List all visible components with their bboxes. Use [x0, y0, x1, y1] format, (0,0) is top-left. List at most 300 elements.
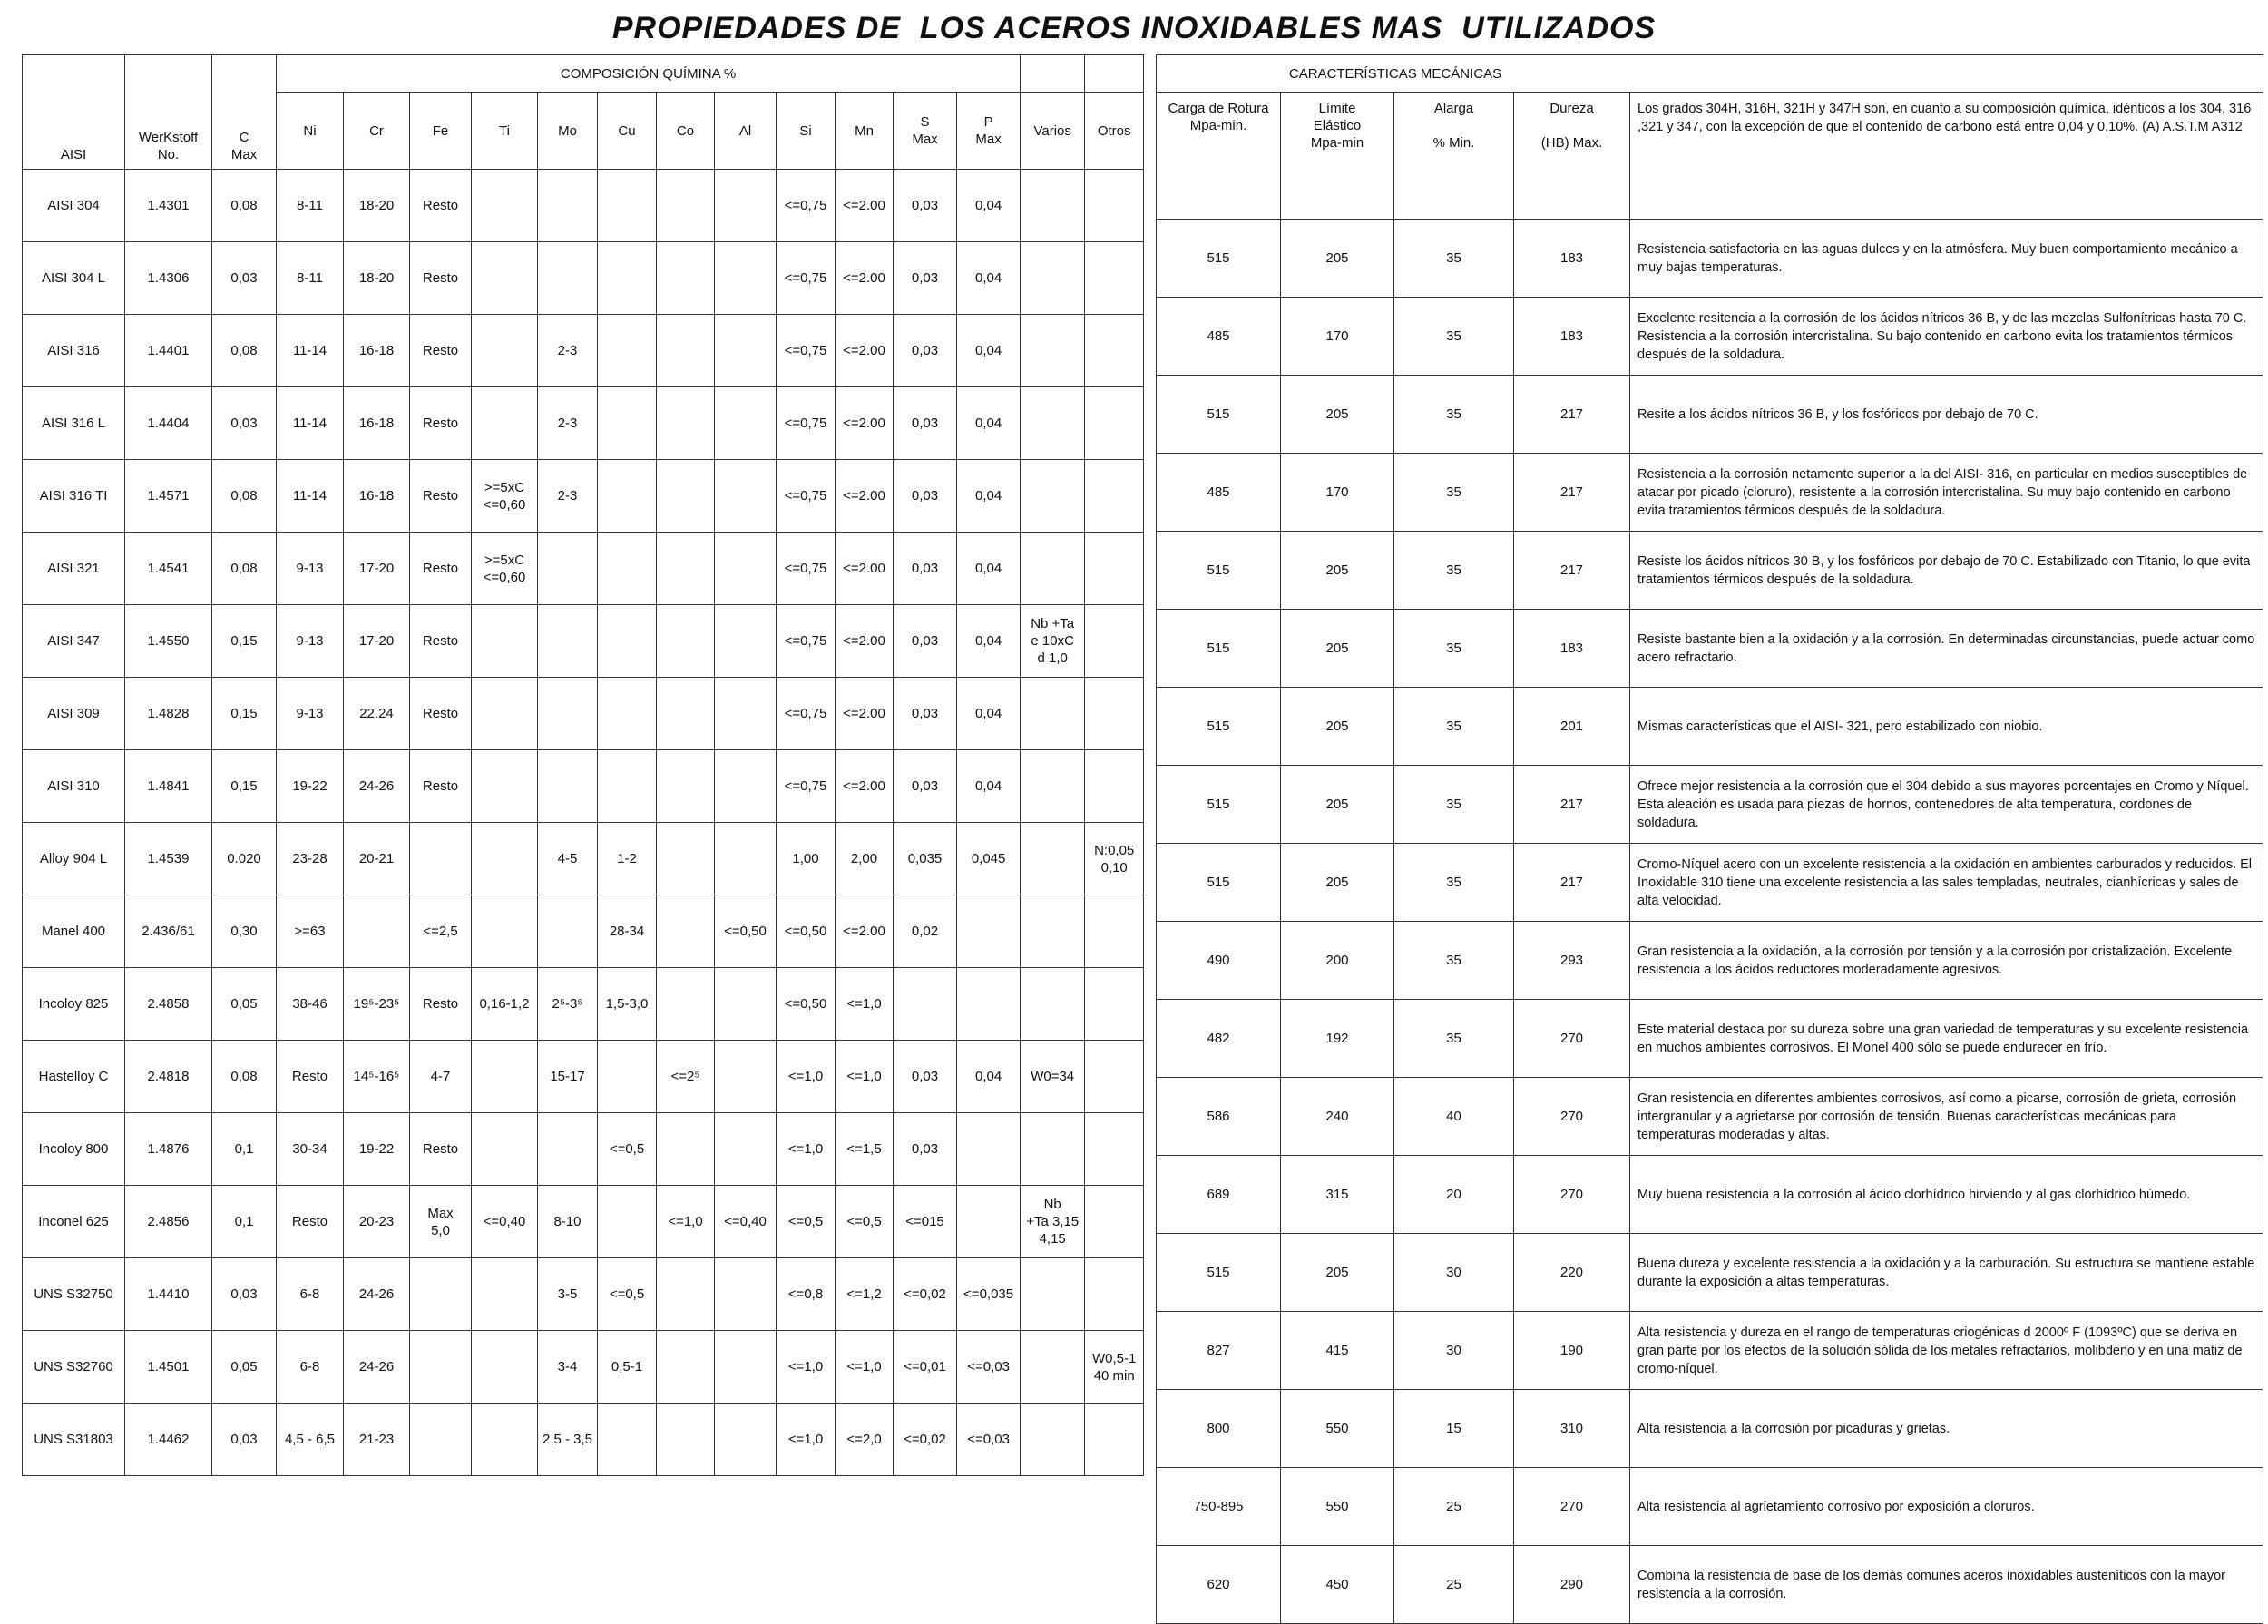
table-cell: 18-20: [344, 242, 410, 315]
description-cell: Alta resistencia y dureza en el rango de temperaturas criogénicas d 2000º F (1093ºC) que se deriva en gran parte por los efectos de la solución sólida de los metales refractarios, molibdeno y en una matiz de cromo-níquel.: [1630, 1312, 2263, 1390]
table-cell: [472, 1331, 538, 1404]
table-cell: 18-20: [344, 170, 410, 242]
table-cell: 6-8: [277, 1331, 344, 1404]
mechanical-value-cell: 482: [1157, 1000, 1281, 1078]
table-cell: <=0,50: [715, 895, 777, 968]
table-cell: 11-14: [277, 387, 344, 460]
table-cell: Resto: [410, 533, 472, 605]
table-cell: 1.4301: [125, 170, 212, 242]
mechanical-value-cell: 205: [1281, 220, 1394, 298]
table-cell: [1021, 1258, 1085, 1331]
table-cell: [598, 678, 657, 750]
table-cell: [472, 1113, 538, 1186]
table-cell: <=2.00: [836, 460, 894, 533]
table-cell: [657, 170, 715, 242]
table-cell: [715, 533, 777, 605]
description-cell: Mismas características que el AISI- 321, pero estabilizado con niobio.: [1630, 688, 2263, 766]
table-row: [23, 315, 1144, 387]
table-cell: 0,08: [212, 460, 277, 533]
table-cell: [538, 242, 598, 315]
table-row: [23, 533, 1144, 605]
col-header-c-max: C Max: [212, 55, 277, 170]
table-row: [1157, 610, 2263, 688]
mechanical-value-cell: 515: [1157, 376, 1281, 454]
col-header-fe: Fe: [410, 93, 472, 170]
table-row: [1157, 922, 2263, 1000]
table-cell: [1085, 968, 1144, 1041]
table-cell: [1021, 968, 1085, 1041]
table-row: [1157, 532, 2263, 610]
table-cell: [657, 1331, 715, 1404]
table-row: [23, 605, 1144, 678]
mechanical-value-cell: 35: [1394, 220, 1514, 298]
table-cell: 0,08: [212, 315, 277, 387]
col-header-s-max: S Max: [894, 93, 957, 170]
table-cell: 8-10: [538, 1186, 598, 1258]
mechanical-value-cell: 183: [1514, 298, 1630, 376]
table-cell: 0,03: [894, 1113, 957, 1186]
steel-grade-cell: UNS S32760: [23, 1331, 125, 1404]
table-cell: 0,04: [957, 533, 1021, 605]
mechanical-value-cell: 450: [1281, 1546, 1394, 1624]
table-cell: 22.24: [344, 678, 410, 750]
table-cell: <=2,0: [836, 1404, 894, 1476]
table-cell: 0,03: [894, 242, 957, 315]
table-cell: 0,03: [894, 170, 957, 242]
table-row: [23, 387, 1144, 460]
col-header-mo: Mo: [538, 93, 598, 170]
table-cell: 38-46: [277, 968, 344, 1041]
table-cell: <=2⁵: [657, 1041, 715, 1113]
table-cell: >=63: [277, 895, 344, 968]
table-cell: <=0,5: [598, 1258, 657, 1331]
table-cell: [598, 1041, 657, 1113]
table-cell: 6-8: [277, 1258, 344, 1331]
table-cell: 2,5 - 3,5: [538, 1404, 598, 1476]
table-cell: [472, 823, 538, 895]
col-header-cu: Cu: [598, 93, 657, 170]
col-header-p-max: P Max: [957, 93, 1021, 170]
table-cell: [538, 605, 598, 678]
table-cell: Resto: [410, 387, 472, 460]
table-cell: [957, 968, 1021, 1041]
table-cell: 0,03: [894, 315, 957, 387]
mechanical-value-cell: 217: [1514, 532, 1630, 610]
mechanical-value-cell: 35: [1394, 376, 1514, 454]
col-header-aisi: AISI: [23, 55, 125, 170]
table-cell: [1085, 170, 1144, 242]
table-cell: 24-26: [344, 750, 410, 823]
table-cell: 20-21: [344, 823, 410, 895]
table-row: [23, 678, 1144, 750]
table-cell: 0,03: [212, 1404, 277, 1476]
description-cell: Este material destaca por su dureza sobre una gran variedad de temperaturas y su excelente resistencia en muchos ambientes corrosivos. El Monel 400 sólo se puede endurecer en frío.: [1630, 1000, 2263, 1078]
mechanical-value-cell: 515: [1157, 844, 1281, 922]
table-cell: 4-7: [410, 1041, 472, 1113]
mechanical-value-cell: 192: [1281, 1000, 1394, 1078]
table-cell: [472, 170, 538, 242]
mechanical-value-cell: 35: [1394, 922, 1514, 1000]
table-row: [23, 750, 1144, 823]
table-cell: [598, 170, 657, 242]
table-cell: Resto: [410, 170, 472, 242]
mechanical-value-cell: 689: [1157, 1156, 1281, 1234]
mechanical-value-cell: 550: [1281, 1390, 1394, 1468]
header-note: Los grados 304H, 316H, 321H y 347H son, en cuanto a su composición química, idénticos a los 304, 316 ,321 y 347, con la excepción de que el contenido de carbono está entre 0,04 y 0,10%. (A) A.S.T.M A312: [1630, 93, 2263, 220]
mechanical-value-cell: 293: [1514, 922, 1630, 1000]
table-cell: 0,04: [957, 242, 1021, 315]
table-row: [23, 242, 1144, 315]
table-cell: <=0,035: [957, 1258, 1021, 1331]
mechanical-header-label: CARACTERÍSTICAS MECÁNICAS: [1288, 65, 1502, 82]
table-cell: 20-23: [344, 1186, 410, 1258]
table-cell: [472, 895, 538, 968]
table-cell: 2-3: [538, 460, 598, 533]
table-cell: [410, 1331, 472, 1404]
mechanical-value-cell: 170: [1281, 298, 1394, 376]
mechanical-value-cell: 200: [1281, 922, 1394, 1000]
steel-grade-cell: Incoloy 825: [23, 968, 125, 1041]
table-cell: <=1,0: [777, 1113, 836, 1186]
composition-header: COMPOSICIÓN QUÍMINA %: [277, 55, 1021, 93]
table-cell: <=2.00: [836, 387, 894, 460]
col-header-ti: Ti: [472, 93, 538, 170]
table-cell: Resto: [410, 460, 472, 533]
table-cell: [715, 315, 777, 387]
col-header-ni: Ni: [277, 93, 344, 170]
table-cell: 0,03: [894, 460, 957, 533]
table-cell: [1021, 242, 1085, 315]
table-cell: <=0,75: [777, 387, 836, 460]
table-cell: Resto: [410, 1113, 472, 1186]
table-cell: 0,1: [212, 1186, 277, 1258]
steel-grade-cell: AISI 309: [23, 678, 125, 750]
table-cell: [598, 242, 657, 315]
table-cell: [1085, 1186, 1144, 1258]
table-cell: <=0,03: [957, 1331, 1021, 1404]
table-cell: [1085, 1113, 1144, 1186]
table-cell: >=5xC <=0,60: [472, 533, 538, 605]
col-header-varios: Varios: [1021, 93, 1085, 170]
table-cell: <=2.00: [836, 605, 894, 678]
table-cell: 19-22: [344, 1113, 410, 1186]
table-cell: 0,04: [957, 170, 1021, 242]
mechanical-value-cell: 25: [1394, 1468, 1514, 1546]
mechanical-value-cell: 35: [1394, 298, 1514, 376]
table-cell: 1,00: [777, 823, 836, 895]
table-cell: <=0,02: [894, 1258, 957, 1331]
table-cell: [1085, 1258, 1144, 1331]
table-cell: 0,04: [957, 315, 1021, 387]
table-cell: <=2.00: [836, 170, 894, 242]
table-cell: <=2.00: [836, 315, 894, 387]
table-row: [23, 1186, 1144, 1258]
table-cell: <=0,75: [777, 605, 836, 678]
description-cell: Muy buena resistencia a la corrosión al ácido clorhídrico hirviendo y al gas clorhídrico húmedo.: [1630, 1156, 2263, 1234]
mechanical-value-cell: 217: [1514, 376, 1630, 454]
table-cell: 0,08: [212, 1041, 277, 1113]
table-cell: [657, 387, 715, 460]
table-cell: 0,15: [212, 678, 277, 750]
table-cell: [344, 895, 410, 968]
table-cell: Resto: [277, 1041, 344, 1113]
table-row: [23, 1331, 1144, 1404]
table-row: [23, 1113, 1144, 1186]
table-cell: [715, 1041, 777, 1113]
table-cell: [1021, 387, 1085, 460]
description-cell: Gran resistencia a la oxidación, a la corrosión por tensión y a la corrosión por cristalización. Excelente resistencia a los ácidos reductores moderadamente agresivos.: [1630, 922, 2263, 1000]
table-cell: 0,03: [894, 1041, 957, 1113]
table-cell: <=0,5: [777, 1186, 836, 1258]
table-cell: 1.4501: [125, 1331, 212, 1404]
mechanical-value-cell: 205: [1281, 844, 1394, 922]
table-cell: [657, 533, 715, 605]
mechanical-value-cell: 290: [1514, 1546, 1630, 1624]
table-cell: 1.4550: [125, 605, 212, 678]
table-cell: 0,15: [212, 605, 277, 678]
table-cell: 8-11: [277, 242, 344, 315]
table-cell: [715, 170, 777, 242]
table-cell: 0,05: [212, 968, 277, 1041]
table-cell: 4-5: [538, 823, 598, 895]
mechanical-value-cell: 25: [1394, 1546, 1514, 1624]
table-cell: [1085, 460, 1144, 533]
col-header-alarga: Alarga % Min.: [1394, 93, 1514, 220]
table-cell: 1.4404: [125, 387, 212, 460]
table-cell: [1021, 1113, 1085, 1186]
table-cell: 2.436/61: [125, 895, 212, 968]
table-cell: [598, 460, 657, 533]
steel-grade-cell: Manel 400: [23, 895, 125, 968]
table-cell: [1021, 1404, 1085, 1476]
steel-grade-cell: UNS S32750: [23, 1258, 125, 1331]
mechanical-value-cell: 35: [1394, 688, 1514, 766]
mechanical-value-cell: 35: [1394, 532, 1514, 610]
mechanical-value-cell: 750-895: [1157, 1468, 1281, 1546]
table-cell: [472, 605, 538, 678]
mechanical-value-cell: 30: [1394, 1312, 1514, 1390]
table-cell: <=1,5: [836, 1113, 894, 1186]
table-cell: [538, 750, 598, 823]
table-cell: <=0,75: [777, 170, 836, 242]
table-cell: 0,035: [894, 823, 957, 895]
mechanical-value-cell: 490: [1157, 922, 1281, 1000]
table-cell: 0,02: [894, 895, 957, 968]
table-cell: [715, 678, 777, 750]
table-cell: 0,03: [894, 678, 957, 750]
table-cell: 9-13: [277, 605, 344, 678]
table-cell: 3-5: [538, 1258, 598, 1331]
table-cell: 24-26: [344, 1258, 410, 1331]
table-cell: 0,045: [957, 823, 1021, 895]
table-cell: [538, 533, 598, 605]
table-cell: 2⁵-3⁵: [538, 968, 598, 1041]
table-cell: [657, 605, 715, 678]
table-cell: [957, 1113, 1021, 1186]
steel-grade-cell: Alloy 904 L: [23, 823, 125, 895]
table-cell: 0,04: [957, 1041, 1021, 1113]
table-cell: [472, 678, 538, 750]
header-spacer: [1085, 55, 1144, 93]
table-cell: [657, 895, 715, 968]
table-cell: 16-18: [344, 315, 410, 387]
table-cell: [410, 1258, 472, 1331]
table-cell: <=2.00: [836, 750, 894, 823]
table-cell: [410, 1404, 472, 1476]
table-row: [1157, 1312, 2263, 1390]
table-cell: 1.4841: [125, 750, 212, 823]
table-cell: >=5xC <=0,60: [472, 460, 538, 533]
mechanical-value-cell: 20: [1394, 1156, 1514, 1234]
table-cell: [538, 895, 598, 968]
mechanical-value-cell: 515: [1157, 688, 1281, 766]
table-cell: 0,05: [212, 1331, 277, 1404]
table-cell: [657, 678, 715, 750]
description-cell: Resiste bastante bien a la oxidación y a la corrosión. En determinadas circunstancias, puede actuar como acero refractario.: [1630, 610, 2263, 688]
table-row: [1157, 844, 2263, 922]
table-cell: 24-26: [344, 1331, 410, 1404]
description-cell: Alta resistencia al agrietamiento corrosivo por exposición a cloruros.: [1630, 1468, 2263, 1546]
table-cell: Resto: [410, 968, 472, 1041]
mechanical-value-cell: 240: [1281, 1078, 1394, 1156]
table-cell: [472, 387, 538, 460]
mechanical-value-cell: 190: [1514, 1312, 1630, 1390]
mechanical-value-cell: 183: [1514, 610, 1630, 688]
table-cell: 1.4539: [125, 823, 212, 895]
table-cell: Resto: [410, 750, 472, 823]
mechanical-value-cell: 40: [1394, 1078, 1514, 1156]
table-cell: <=0,5: [598, 1113, 657, 1186]
mechanical-value-cell: 515: [1157, 532, 1281, 610]
mechanical-value-cell: 183: [1514, 220, 1630, 298]
table-cell: Nb +Ta e 10xC d 1,0: [1021, 605, 1085, 678]
table-cell: 1.4876: [125, 1113, 212, 1186]
table-cell: <=1,2: [836, 1258, 894, 1331]
mechanical-value-cell: 30: [1394, 1234, 1514, 1312]
steel-grade-cell: Hastelloy C: [23, 1041, 125, 1113]
table-row: [23, 1258, 1144, 1331]
table-cell: [657, 315, 715, 387]
table-cell: <=1,0: [657, 1186, 715, 1258]
table-cell: 8-11: [277, 170, 344, 242]
col-header-cr: Cr: [344, 93, 410, 170]
table-cell: 0,04: [957, 387, 1021, 460]
table-cell: [715, 968, 777, 1041]
table-cell: 28-34: [598, 895, 657, 968]
table-cell: 30-34: [277, 1113, 344, 1186]
table-cell: 0,04: [957, 605, 1021, 678]
table-cell: [715, 1404, 777, 1476]
table-cell: <=2.00: [836, 533, 894, 605]
mechanical-value-cell: 220: [1514, 1234, 1630, 1312]
table-cell: 0,04: [957, 678, 1021, 750]
table-cell: <=1,0: [836, 1041, 894, 1113]
mechanical-value-cell: 217: [1514, 454, 1630, 532]
table-cell: Resto: [410, 605, 472, 678]
table-cell: 19-22: [277, 750, 344, 823]
table-cell: [1021, 895, 1085, 968]
table-cell: 15-17: [538, 1041, 598, 1113]
table-cell: [538, 1113, 598, 1186]
mechanical-value-cell: 205: [1281, 610, 1394, 688]
table-cell: [715, 242, 777, 315]
table-cell: N:0,05 0,10: [1085, 823, 1144, 895]
table-cell: [538, 678, 598, 750]
table-cell: Resto: [410, 315, 472, 387]
mechanical-value-cell: 620: [1157, 1546, 1281, 1624]
mechanical-value-cell: 15: [1394, 1390, 1514, 1468]
table-cell: [715, 1113, 777, 1186]
table-cell: [472, 1041, 538, 1113]
table-cell: 0,03: [894, 750, 957, 823]
table-row: [1157, 688, 2263, 766]
steel-grade-cell: AISI 316 TI: [23, 460, 125, 533]
table-cell: 4,5 - 6,5: [277, 1404, 344, 1476]
table-cell: <=1,0: [777, 1041, 836, 1113]
mechanical-value-cell: 515: [1157, 1234, 1281, 1312]
col-header-co: Co: [657, 93, 715, 170]
table-cell: 17-20: [344, 605, 410, 678]
mechanical-header: [1157, 55, 2263, 93]
steel-grade-cell: Incoloy 800: [23, 1113, 125, 1186]
table-cell: [1085, 1404, 1144, 1476]
table-cell: <=0,50: [777, 968, 836, 1041]
mechanical-value-cell: 205: [1281, 1234, 1394, 1312]
table-row: [1157, 376, 2263, 454]
table-row: [1157, 1078, 2263, 1156]
table-cell: <=2.00: [836, 678, 894, 750]
table-row: [23, 895, 1144, 968]
table-cell: [1085, 895, 1144, 968]
steel-grade-cell: AISI 316 L: [23, 387, 125, 460]
table-cell: [598, 315, 657, 387]
table-cell: [1021, 678, 1085, 750]
mechanical-value-cell: 515: [1157, 610, 1281, 688]
table-row: [1157, 1390, 2263, 1468]
mechanical-value-cell: 515: [1157, 766, 1281, 844]
table-cell: <=0,02: [894, 1404, 957, 1476]
table-cell: [472, 750, 538, 823]
table-cell: 0,08: [212, 533, 277, 605]
description-cell: Resiste los ácidos nítricos 30 B, y los fosfóricos por debajo de 70 C. Estabilizado con Titanio, lo que evita tratamientos térmicos después de la soldadura.: [1630, 532, 2263, 610]
mechanical-value-cell: 35: [1394, 844, 1514, 922]
mechanical-value-cell: 205: [1281, 688, 1394, 766]
table-cell: Resto: [410, 242, 472, 315]
table-cell: Max 5,0: [410, 1186, 472, 1258]
table-cell: 17-20: [344, 533, 410, 605]
table-cell: 23-28: [277, 823, 344, 895]
mechanical-value-cell: 35: [1394, 766, 1514, 844]
table-cell: 2.4818: [125, 1041, 212, 1113]
table-cell: 0,5-1: [598, 1331, 657, 1404]
mechanical-value-cell: 550: [1281, 1468, 1394, 1546]
table-cell: [1085, 678, 1144, 750]
table-cell: [1085, 1041, 1144, 1113]
table-cell: [598, 387, 657, 460]
table-cell: 0,03: [212, 242, 277, 315]
table-row: [1157, 220, 2263, 298]
table-cell: [1021, 170, 1085, 242]
table-cell: [957, 1186, 1021, 1258]
table-row: [1157, 1546, 2263, 1624]
mechanical-table: [1156, 54, 2263, 1624]
table-cell: 0,08: [212, 170, 277, 242]
table-cell: [715, 750, 777, 823]
description-cell: Buena dureza y excelente resistencia a la oxidación y a la carburación. Su estructura se mantiene estable durante la exposición a altas temperaturas.: [1630, 1234, 2263, 1312]
table-cell: <=1,0: [777, 1331, 836, 1404]
table-cell: <=1,0: [777, 1404, 836, 1476]
steel-grade-cell: UNS S31803: [23, 1404, 125, 1476]
